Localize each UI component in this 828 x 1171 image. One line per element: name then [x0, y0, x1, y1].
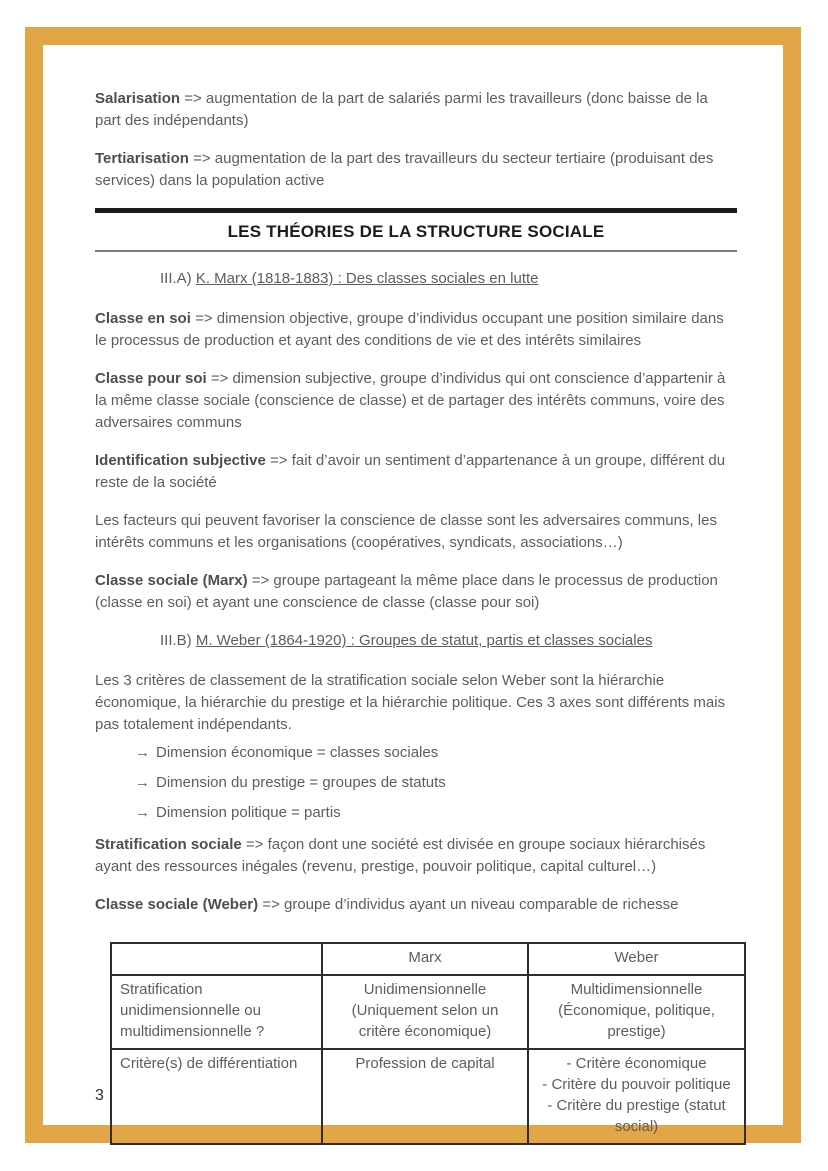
definition-stratification-sociale	[95, 834, 737, 878]
subsection-number: III.B)	[160, 632, 192, 649]
cell-line: (Uniquement selon un critère économique)	[351, 1002, 499, 1040]
table-cell-marx	[322, 975, 528, 1049]
definition-text: => groupe partageant la même place dans le processus de production (classe en soi) et ayant une conscience de classe (classe pour soi)	[95, 572, 718, 611]
weber-axes-list	[135, 742, 737, 824]
marx-weber-comparison-table	[110, 942, 746, 1145]
definition-tertiarisation	[95, 148, 737, 192]
table-row	[111, 975, 745, 1049]
subsection-title: M. Weber (1864-1920) : Groupes de statut, partis et classes sociales	[195, 632, 653, 649]
definition-identification-subjective	[95, 450, 737, 494]
cell-line: - Critère du prestige (statut social)	[547, 1097, 726, 1135]
definition-text: => augmentation de la part des travailleurs du secteur tertiaire (produisant des services) dans la population active	[95, 150, 714, 189]
list-item-text: Dimension économique = classes sociales	[156, 744, 439, 761]
page-number: 3	[95, 1087, 104, 1104]
list-item	[135, 742, 737, 764]
chapter-title-block	[95, 208, 737, 252]
list-item	[135, 802, 737, 824]
subsection-number: III.A)	[160, 270, 192, 287]
definition-term: Classe en soi	[95, 310, 191, 327]
subsection-a-heading	[160, 268, 737, 290]
definition-text: => augmentation de la part de salariés parmi les travailleurs (donc baisse de la part des indépendants)	[95, 90, 708, 129]
list-item-text: Dimension du prestige = groupes de statuts	[156, 774, 446, 791]
cell-line: - Critère du pouvoir politique	[542, 1076, 731, 1093]
table-cell-weber	[528, 1049, 745, 1144]
definition-text: => dimension subjective, groupe d’individus qui ont conscience d’appartenir à la même classe sociale (conscience de classe) et de partager des intérêts communs, voire des adversaires communs	[95, 370, 726, 431]
table-header-row	[111, 943, 745, 975]
table-header-empty	[111, 943, 322, 975]
definition-text: => façon dont une société est divisée en groupe sociaux hiérarchisés ayant des ressources inégales (revenu, prestige, pouvoir politique, capital culturel…)	[95, 836, 706, 875]
definition-salarisation	[95, 88, 737, 132]
list-item	[135, 772, 737, 794]
subsection-title: K. Marx (1818-1883) : Des classes sociales en lutte	[195, 270, 539, 287]
definition-classe-en-soi	[95, 308, 737, 352]
paragraph-criteres-weber: Les 3 critères de classement de la stratification sociale selon Weber sont la hiérarchie économique, la hiérarchie du prestige et la hiérarchie politique. Ces 3 axes sont différents mais pas totalement indépendants.	[95, 672, 726, 733]
definition-classe-sociale-marx	[95, 570, 737, 614]
table-header-marx: Marx	[322, 943, 528, 975]
page-border-frame	[25, 27, 801, 1143]
definition-term: Stratification sociale	[95, 836, 242, 853]
definition-term: Classe pour soi	[95, 370, 207, 387]
table-cell-weber	[528, 975, 745, 1049]
title-bottom-rule	[95, 250, 737, 252]
definition-text: => groupe d’individus ayant un niveau comparable de richesse	[262, 896, 679, 913]
subsection-b-heading	[160, 630, 737, 652]
table-row	[111, 1049, 745, 1144]
cell-line: Unidimensionnelle	[363, 981, 487, 998]
definition-term: Identification subjective	[95, 452, 266, 469]
definition-classe-sociale-weber	[95, 894, 737, 916]
arrow-right-icon: →	[135, 804, 150, 821]
table-cell-row-label: Stratification unidimensionnelle ou multidimensionnelle ?	[111, 975, 322, 1049]
arrow-right-icon: →	[135, 774, 150, 791]
arrow-right-icon: →	[135, 744, 150, 761]
definition-text: => fait d’avoir un sentiment d’appartenance à un groupe, différent du reste de la société	[95, 452, 726, 491]
chapter-title: LES THÉORIES DE LA STRUCTURE SOCIALE	[227, 222, 605, 241]
definition-term: Salarisation	[95, 90, 181, 107]
cell-line: Multidimensionnelle	[570, 981, 703, 998]
definition-term: Classe sociale (Weber)	[95, 896, 259, 913]
cell-line: - Critère économique	[566, 1055, 707, 1072]
table-cell-marx	[322, 1049, 528, 1144]
cell-line: (Économique, politique, prestige)	[558, 1002, 715, 1040]
definition-term: Tertiarisation	[95, 150, 189, 167]
paragraph-facteurs-conscience: Les facteurs qui peuvent favoriser la conscience de classe sont les adversaires communs, les intérêts communs et les organisations (coopératives, syndicats, associations…)	[95, 512, 717, 551]
table-header-weber: Weber	[528, 943, 745, 975]
cell-line: Profession de capital	[355, 1055, 495, 1072]
title-top-rule	[95, 208, 737, 213]
table-cell-row-label: Critère(s) de différentiation	[111, 1049, 322, 1144]
definition-text: => dimension objective, groupe d’individus occupant une position similaire dans le processus de production et ayant des conditions de vie et des intérêts similaires	[95, 310, 724, 349]
page-content	[43, 45, 783, 1135]
definition-classe-pour-soi	[95, 368, 737, 434]
list-item-text: Dimension politique = partis	[156, 804, 341, 821]
definition-term: Classe sociale (Marx)	[95, 572, 248, 589]
